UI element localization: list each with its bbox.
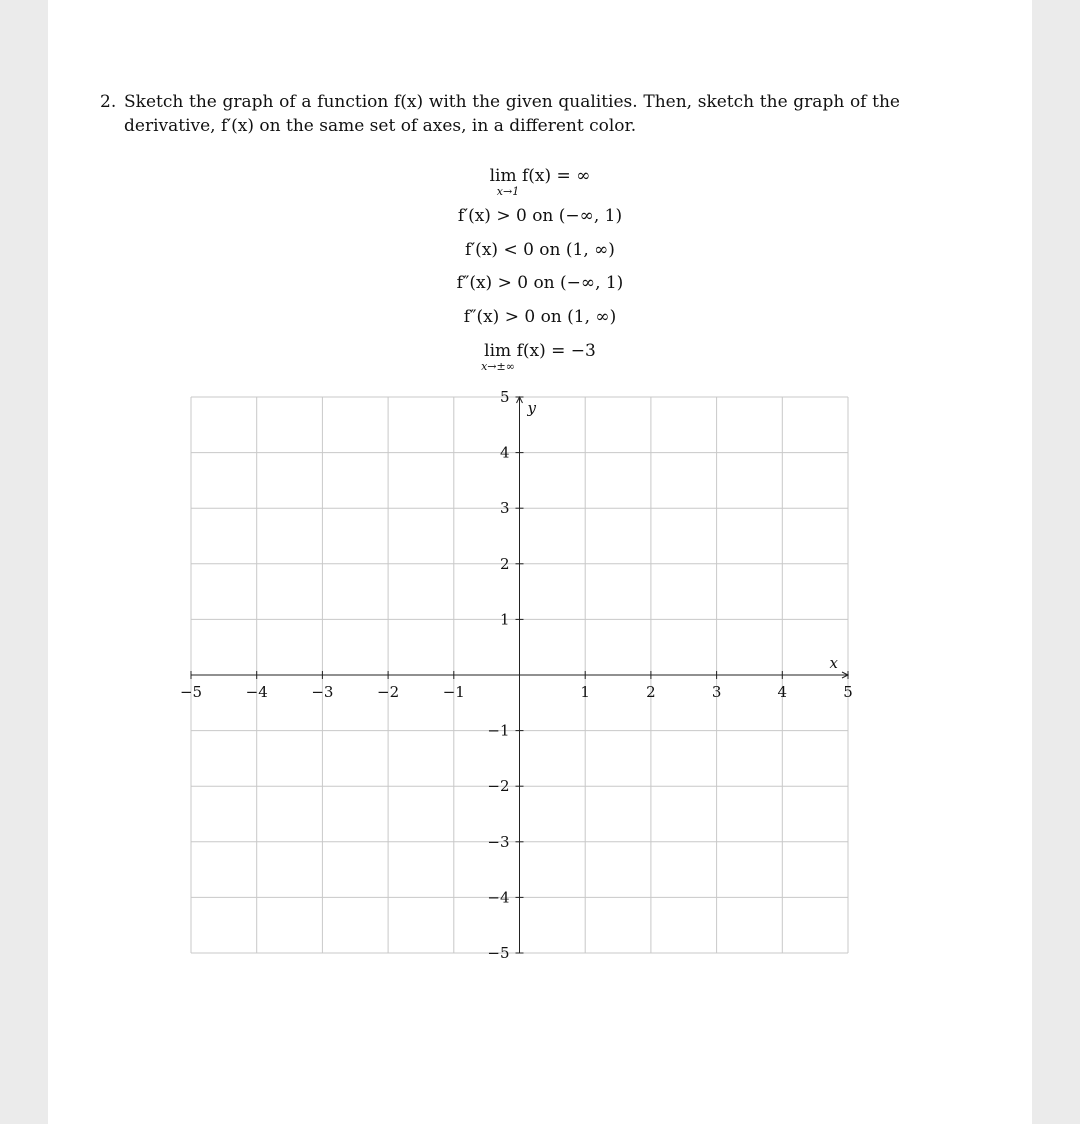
x-tick-label: −3: [311, 683, 334, 701]
y-tick-label: −5: [487, 944, 510, 962]
x-tick-label: 2: [646, 683, 656, 701]
x-tick-label: 3: [711, 683, 722, 701]
y-tick-label: 2: [499, 554, 510, 573]
problem-number: 2.: [100, 92, 117, 112]
condition-expr: f′(x) < 0 on (1, ∞): [465, 240, 615, 260]
x-tick-label: −5: [179, 683, 203, 701]
y-tick-label: −3: [487, 832, 510, 851]
x-tick-label: −4: [245, 683, 268, 701]
condition-expr: f″(x) > 0 on (1, ∞): [463, 307, 617, 327]
y-axis-label: y: [527, 399, 536, 417]
x-tick-label: −2: [377, 683, 400, 701]
x-axis-label: x: [829, 654, 838, 672]
y-tick-label: 1: [499, 610, 510, 629]
x-tick-label: 4: [777, 683, 788, 701]
condition-subscript: x→±∞: [481, 360, 515, 373]
condition-subscript: x→1: [496, 185, 520, 198]
x-tick-label: 5: [843, 683, 853, 701]
x-tick-label: 1: [580, 683, 590, 701]
condition-expr: lim f(x) = ∞: [489, 166, 591, 186]
condition-expr: f′(x) > 0 on (−∞, 1): [457, 206, 623, 226]
condition-expr: f″(x) > 0 on (−∞, 1): [456, 273, 624, 293]
y-tick-label: 4: [499, 443, 510, 462]
y-tick-label: 3: [499, 499, 510, 518]
condition-expr: lim f(x) = −3: [484, 341, 596, 361]
problem-text: Sketch the graph of a function f(x) with the given qualities. Then, sketch the graph of the derivative, f′(x) on the same set of axes, in a different color.: [124, 92, 900, 136]
y-tick-label: 5: [499, 388, 510, 406]
x-tick-label: −1: [442, 683, 465, 701]
y-tick-label: −4: [487, 888, 510, 907]
y-tick-label: −2: [487, 777, 510, 796]
y-tick-label: −1: [487, 721, 510, 740]
